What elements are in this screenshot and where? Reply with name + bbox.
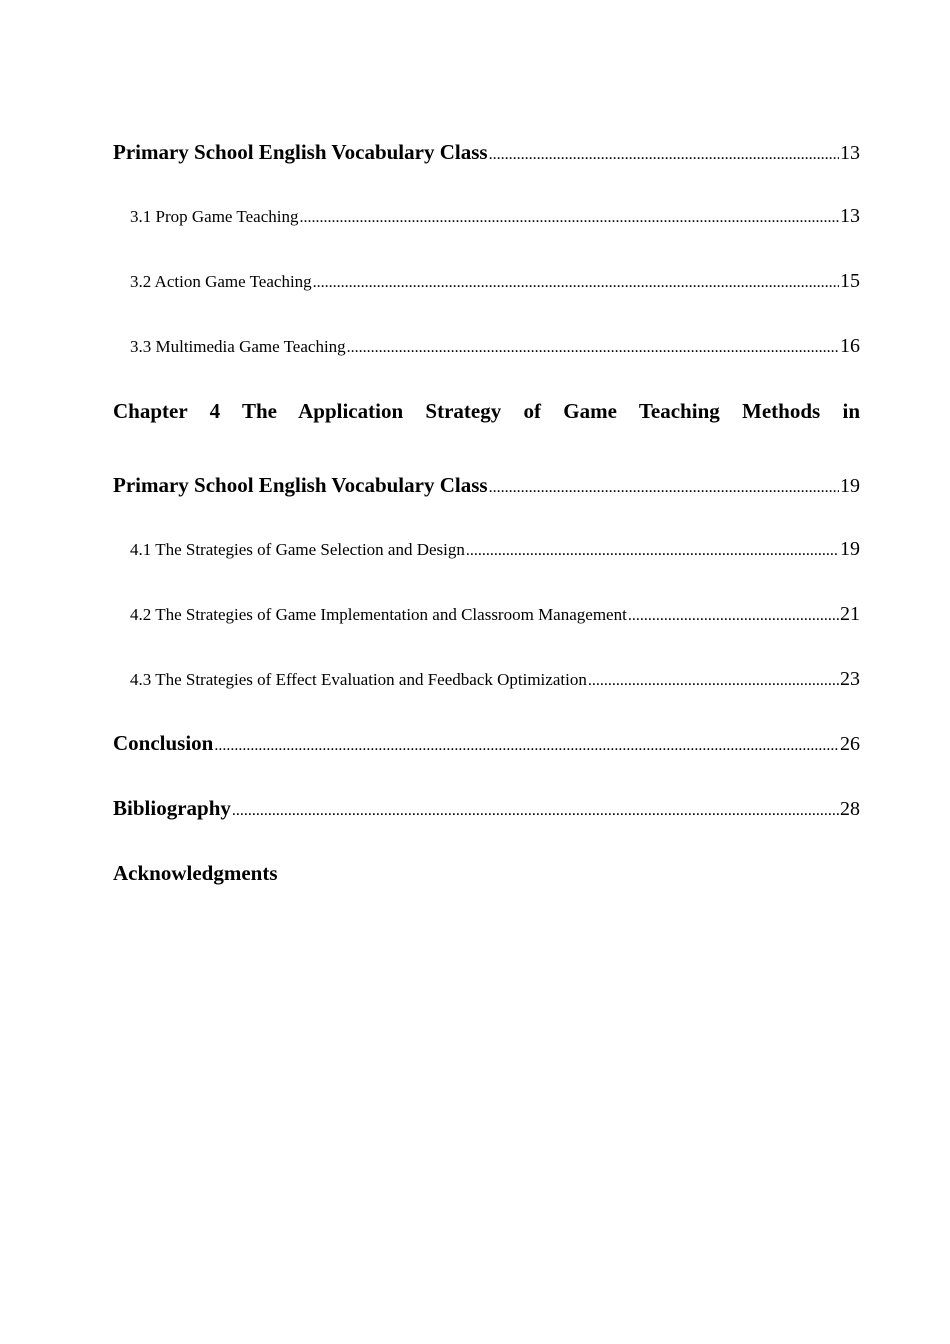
toc-entry-title: 3.2 Action Game Teaching [130, 272, 312, 291]
toc-entry-4-2[interactable] [113, 603, 860, 668]
toc-dot-leader [628, 607, 839, 625]
toc-entry-title: 4.3 The Strategies of Effect Evaluation and Feedback Optimization [130, 670, 587, 689]
toc-entry-title: 3.1 Prop Game Teaching [130, 207, 299, 226]
table-of-contents [113, 140, 860, 926]
toc-entry-3-1[interactable] [113, 205, 860, 270]
toc-entry-page: 15 [840, 270, 860, 292]
toc-entry-page: 26 [840, 733, 860, 755]
toc-entry-page: 19 [840, 538, 860, 560]
toc-dot-leader [313, 274, 839, 292]
toc-dot-leader [588, 672, 839, 690]
toc-entry-chapter4-line1[interactable] [113, 399, 860, 473]
toc-entry-page: 23 [840, 668, 860, 690]
toc-entry-title: Primary School English Vocabulary Class [113, 473, 488, 497]
toc-entry-3-2[interactable] [113, 270, 860, 335]
toc-entry-title: Acknowledgments [113, 861, 278, 885]
toc-dot-leader [489, 146, 839, 164]
toc-dot-leader [232, 802, 839, 820]
toc-entry-title: Chapter 4 The Application Strategy of Game Teaching Methods in [113, 399, 860, 423]
toc-entry-3-3[interactable] [113, 335, 860, 397]
toc-entry-page: 28 [840, 798, 860, 820]
toc-entry-4-3[interactable] [113, 668, 860, 731]
toc-entry-bibliography[interactable] [113, 796, 860, 861]
toc-entry-page: 19 [840, 475, 860, 497]
toc-dot-leader [214, 737, 839, 755]
toc-entry-title: 4.1 The Strategies of Game Selection and Design [130, 540, 465, 559]
toc-entry-chapter4-line2[interactable] [113, 473, 860, 538]
toc-entry-title: Primary School English Vocabulary Class [113, 140, 488, 164]
toc-entry-title: Bibliography [113, 796, 231, 820]
toc-dot-leader [489, 479, 839, 497]
toc-entry-title: 3.3 Multimedia Game Teaching [130, 337, 346, 356]
toc-dot-leader [299, 209, 839, 227]
toc-entry-page: 21 [840, 603, 860, 625]
toc-entry-page: 16 [840, 335, 860, 357]
toc-entry-chapter3-continued[interactable] [113, 140, 860, 205]
toc-entry-page: 13 [840, 205, 860, 227]
toc-dot-leader [347, 339, 839, 357]
toc-entry-acknowledgments[interactable] [113, 861, 860, 926]
toc-entry-conclusion[interactable] [113, 731, 860, 796]
toc-entry-title: 4.2 The Strategies of Game Implementation and Classroom Management [130, 605, 627, 624]
toc-entry-page: 13 [840, 142, 860, 164]
toc-entry-4-1[interactable] [113, 538, 860, 603]
toc-dot-leader [466, 542, 839, 560]
toc-entry-title: Conclusion [113, 731, 214, 755]
